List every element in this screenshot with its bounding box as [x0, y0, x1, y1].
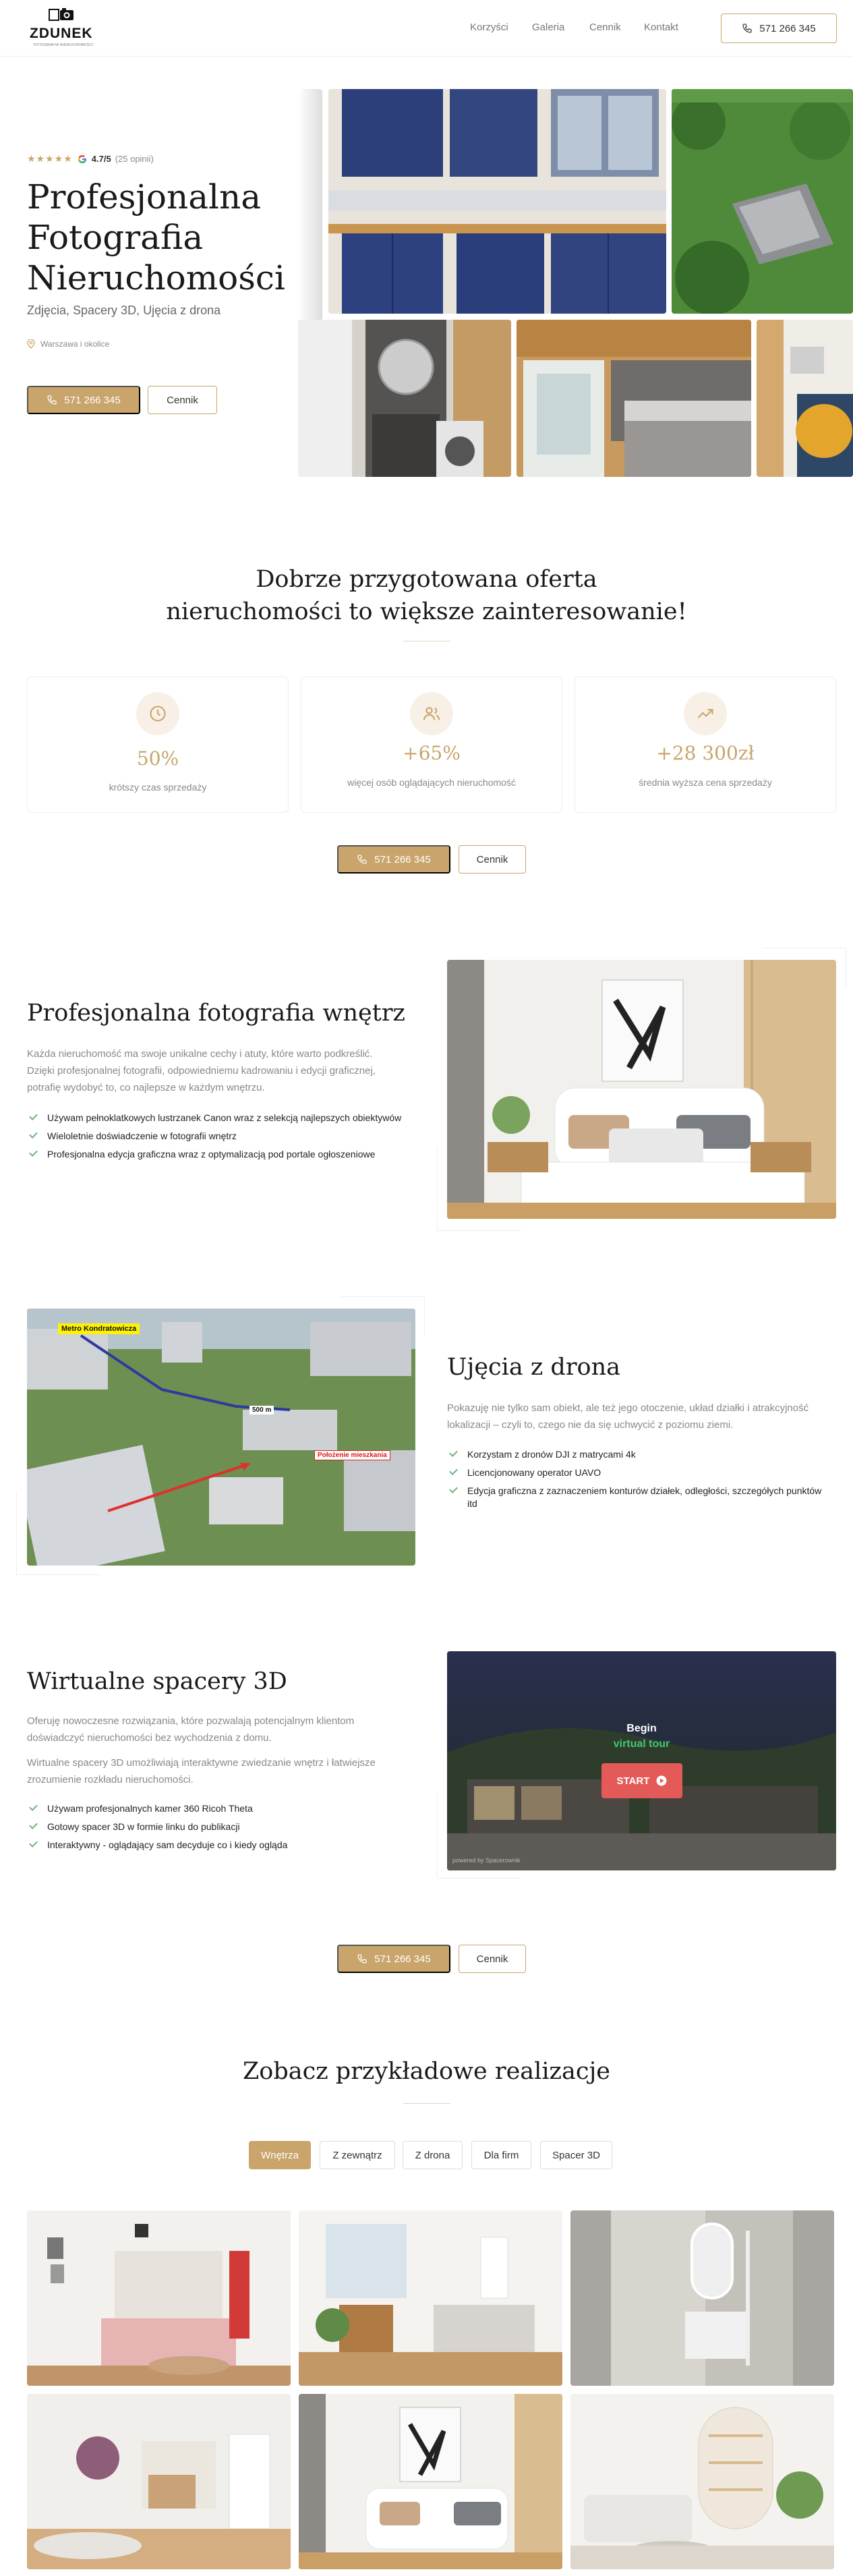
hero-image-kitchen	[328, 89, 666, 314]
location-pin-icon	[27, 339, 35, 349]
benefits-title	[0, 563, 853, 628]
hero-image-armchair	[757, 320, 853, 477]
logo[interactable]	[27, 5, 94, 53]
hero-location	[27, 339, 109, 349]
gallery-image[interactable]	[570, 2394, 834, 2569]
interiors-bullet: Używam pełnoklatkowych lustrzanek Canon wraz z selekcją najlepszych obiektywów	[27, 1112, 405, 1124]
tour-title: Wirtualne spacery 3D	[27, 1668, 287, 1695]
camera-logo-icon	[49, 7, 74, 22]
drone-title: Ujęcia z drona	[447, 1354, 621, 1381]
section-divider	[403, 2103, 450, 2104]
drone-bullet: Edycja graficzna z zaznaczeniem konturów działek, odległości, szczegółych punktów itd	[447, 1485, 825, 1510]
stat-label: średnia wyższa cena sprzedaży	[639, 777, 772, 788]
tour-phone-label: 571 266 345	[374, 1953, 431, 1965]
header-phone-button[interactable]	[721, 13, 837, 43]
tour-credit: powered by Spacerownik	[452, 1857, 521, 1864]
users-icon	[410, 692, 453, 735]
phone-icon	[357, 1953, 367, 1964]
interiors-bullets	[27, 1112, 405, 1166]
benefits-title-line2: nieruchomości to większe zainteresowanie!	[166, 598, 687, 625]
tab-z-zewnatrz[interactable]: Z zewnątrz	[320, 2141, 395, 2169]
tour-sub-label: virtual tour	[613, 1738, 670, 1750]
benefits-phone-button[interactable]	[337, 845, 450, 874]
tour-begin-label: Begin	[626, 1723, 657, 1734]
drone-bullet: Korzystam z dronów DJI z matrycami 4k	[447, 1448, 825, 1461]
tour-phone-button[interactable]	[337, 1945, 450, 1973]
google-rating	[27, 153, 154, 165]
map-label-distance: 500 m	[249, 1406, 274, 1414]
play-icon	[656, 1775, 667, 1786]
hero-subtitle: Zdjęcia, Spacery 3D, Ujęcia z drona	[27, 304, 221, 317]
tour-bullets	[27, 1802, 405, 1857]
logo-tagline: FOTOGRAFIA NIERUCHOMOŚCI	[34, 43, 94, 47]
phone-icon	[742, 23, 753, 34]
tab-wnetrza[interactable]: Wnętrza	[249, 2141, 311, 2169]
nav-link-galeria[interactable]: Galeria	[532, 22, 565, 33]
drone-bullets	[447, 1448, 825, 1516]
gallery-image[interactable]	[570, 2210, 834, 2386]
location-label: Warszawa i okolice	[40, 339, 110, 349]
gallery-image[interactable]	[299, 2210, 562, 2386]
tour-bullet: Gotowy spacer 3D w formie linku do publikacji	[27, 1821, 405, 1833]
stat-value: 50%	[136, 747, 179, 770]
interiors-bullet: Profesjonalna edycja graficzna wraz z optymalizacją pod portale ogłoszeniowe	[27, 1148, 405, 1161]
tour-text-1: Oferuję nowoczesne rozwiązania, które pozwalają potencjalnym klientom doświadczyć nieruchomości bez wychodzenia z domu.	[27, 1715, 355, 1744]
tour-start-label: START	[616, 1775, 650, 1787]
hero-image-aerial-house	[672, 89, 853, 314]
stat-value: +28 300zł	[656, 742, 755, 764]
phone-icon	[47, 395, 57, 405]
stat-label: krótszy czas sprzedaży	[109, 782, 207, 793]
gallery-image[interactable]	[27, 2394, 291, 2569]
nav-link-korzysci[interactable]: Korzyści	[470, 22, 508, 33]
tab-z-drona[interactable]: Z drona	[403, 2141, 463, 2169]
drone-image-map	[27, 1309, 415, 1566]
virtual-tour-viewer[interactable]	[447, 1651, 836, 1870]
stat-card-price	[575, 677, 836, 813]
drone-text: Pokazuję nie tylko sam obiekt, ale też jego otoczenie, układ działki i atrakcyjność lokalizacji – czyli to, czego nie da się uchwycić z poziomu ziemi.	[447, 1402, 809, 1431]
nav-link-kontakt[interactable]: Kontakt	[644, 22, 678, 33]
tour-text-2: Wirtualne spacery 3D umożliwiają interaktywne zwiedzanie wnętrz i łatwiejsze zrozumienie rozkładu nieruchomości.	[27, 1757, 376, 1785]
map-label-location: Położenie mieszkania	[314, 1450, 390, 1460]
site-header	[0, 0, 853, 57]
interiors-bullet: Wieloletnie doświadczenie w fotografii wnętrz	[27, 1130, 405, 1143]
rating-score: 4.7/5	[91, 154, 111, 164]
benefits-title-line1: Dobrze przygotowana oferta	[256, 566, 597, 593]
tour-bullet: Używam profesjonalnych kamer 360 Ricoh Theta	[27, 1802, 405, 1815]
tour-bullet: Interaktywny - oglądający sam decyduje co i kiedy ogląda	[27, 1839, 405, 1852]
tour-start-button[interactable]	[601, 1763, 682, 1798]
rating-count: (25 opinii)	[115, 154, 154, 164]
interiors-text: Każda nieruchomość ma swoje unikalne cechy i atuty, które warto podkreślić. Dzięki profesjonalnej fotografii, odpowiedniemu kadrowaniu i edycji graficznej, potrafię wydobyć to, co najlepsze w każdym wnętrzu.	[27, 1048, 376, 1093]
hero-image-bathroom	[298, 320, 511, 477]
header-phone-label: 571 266 345	[759, 22, 816, 34]
logo-brand: ZDUNEK	[30, 26, 93, 41]
hero-title: Profesjonalna Fotografia Nieruchomości	[27, 177, 285, 297]
clock-icon	[136, 692, 179, 735]
drone-bullet: Licencjonowany operator UAVO	[447, 1466, 825, 1479]
interiors-image-bedroom	[447, 960, 836, 1219]
stat-value: +65%	[403, 742, 461, 764]
gallery-title: Zobacz przykładowe realizacje	[242, 2058, 611, 2085]
hero-image-bedroom	[517, 320, 751, 477]
stat-card-sale-time	[27, 677, 289, 813]
gallery-image[interactable]	[27, 2210, 291, 2386]
nav-link-cennik[interactable]: Cennik	[589, 22, 621, 33]
tab-spacer-3d[interactable]: Spacer 3D	[540, 2141, 612, 2169]
phone-icon	[357, 854, 367, 865]
benefits-pricing-button[interactable]: Cennik	[459, 845, 526, 874]
benefits-phone-label: 571 266 345	[374, 853, 431, 865]
hero-pricing-button[interactable]: Cennik	[148, 386, 217, 414]
hero-phone-button[interactable]	[27, 386, 140, 414]
hero-phone-label: 571 266 345	[64, 394, 121, 406]
tab-dla-firm[interactable]: Dla firm	[471, 2141, 531, 2169]
stat-card-viewers	[301, 677, 562, 813]
google-icon	[77, 154, 88, 165]
tour-pricing-button[interactable]: Cennik	[459, 1945, 526, 1973]
gallery-image[interactable]	[299, 2394, 562, 2569]
stat-label: więcej osób oglądających nieruchomość	[347, 777, 516, 788]
interiors-title: Profesjonalna fotografia wnętrz	[27, 1000, 405, 1027]
trend-up-icon	[684, 692, 727, 735]
rating-stars-icon: ★★★★★	[27, 153, 73, 164]
map-label-metro: Metro Kondratowicza	[58, 1323, 140, 1334]
